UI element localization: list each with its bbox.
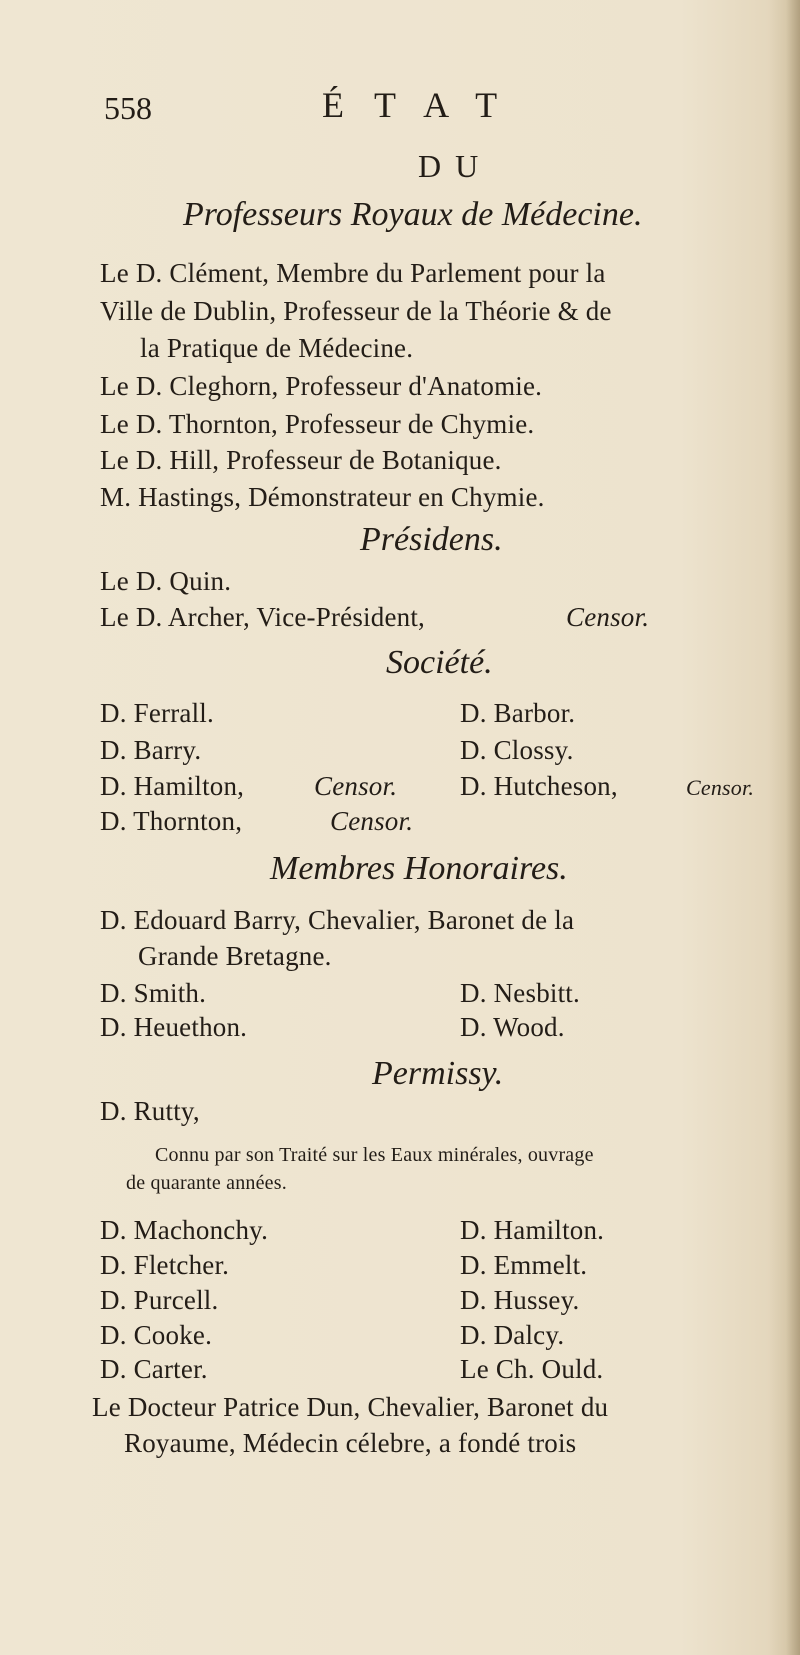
censor-label: Censor. (686, 775, 755, 800)
list-item-right: D. Hamilton. (460, 1215, 605, 1245)
header-du: DU (418, 148, 493, 184)
text-line: Le D. Hill, Professeur de Botanique. (100, 445, 502, 475)
section-title-professeurs: Professeurs Royaux de Médecine. (183, 196, 643, 233)
text-line: Le D. Cleghorn, Professeur d'Anatomie. (100, 371, 543, 401)
censor-label: Censor. (330, 806, 414, 836)
text-line: Ville de Dublin, Professeur de la Théorie & de (100, 296, 612, 326)
text-line: Le D. Archer, Vice-Président, (100, 602, 425, 632)
text-line: la Pratique de Médecine. (140, 333, 414, 363)
text-line: Royaume, Médecin célebre, a fondé trois (124, 1428, 577, 1458)
section-title-presidens: Présidens. (360, 521, 503, 558)
list-item-right: D. Hutcheson, (460, 771, 618, 801)
list-item-right: D. Hussey. (460, 1285, 580, 1315)
note-line: de quarante années. (126, 1172, 287, 1194)
text-line: Le D. Quin. (100, 566, 232, 596)
list-item-left: D. Smith. (100, 978, 207, 1008)
page-number: 558 (104, 90, 152, 126)
list-item-left: D. Heuethon. (100, 1012, 248, 1042)
section-title-permissy: Permissy. (372, 1055, 504, 1092)
list-item-left: D. Fletcher. (100, 1250, 230, 1280)
list-item-left: D. Machonchy. (100, 1215, 269, 1245)
censor-label: Censor. (566, 602, 650, 632)
censor-label: Censor. (314, 771, 398, 801)
list-item-right: D. Barbor. (460, 698, 576, 728)
list-item-right: D. Clossy. (460, 735, 574, 765)
list-item-right: D. Dalcy. (460, 1320, 565, 1350)
list-item-right: Le Ch. Ould. (460, 1354, 604, 1384)
list-item-left: D. Ferrall. (100, 698, 214, 728)
note-line: Connu par son Traité sur les Eaux minérales, ouvrage (155, 1144, 594, 1166)
text-line: M. Hastings, Démonstrateur en Chymie. (100, 482, 545, 512)
text-line: Le D. Thornton, Professeur de Chymie. (100, 409, 535, 439)
list-item-left: D. Carter. (100, 1354, 208, 1384)
text-line: D. Rutty, (100, 1096, 200, 1126)
list-item-left: D. Thornton, (100, 806, 243, 836)
list-item-left: D. Barry. (100, 735, 202, 765)
running-header: ÉTAT (322, 85, 528, 125)
list-item-right: D. Wood. (460, 1012, 565, 1042)
section-title-societe: Société. (386, 644, 493, 681)
list-item-left: D. Cooke. (100, 1320, 213, 1350)
list-item-right: D. Nesbitt. (460, 978, 580, 1008)
text-line: Grande Bretagne. (138, 941, 332, 971)
list-item-right: D. Emmelt. (460, 1250, 588, 1280)
list-item-left: D. Hamilton, (100, 771, 245, 801)
list-item-left: D. Purcell. (100, 1285, 219, 1315)
text-line: Le Docteur Patrice Dun, Chevalier, Baronet du (92, 1392, 609, 1422)
text-line: Le D. Clément, Membre du Parlement pour la (100, 258, 606, 288)
section-title-honoraires: Membres Honoraires. (270, 850, 568, 887)
page-edge-shadow (786, 0, 800, 1655)
text-line: D. Edouard Barry, Chevalier, Baronet de la (100, 905, 575, 935)
